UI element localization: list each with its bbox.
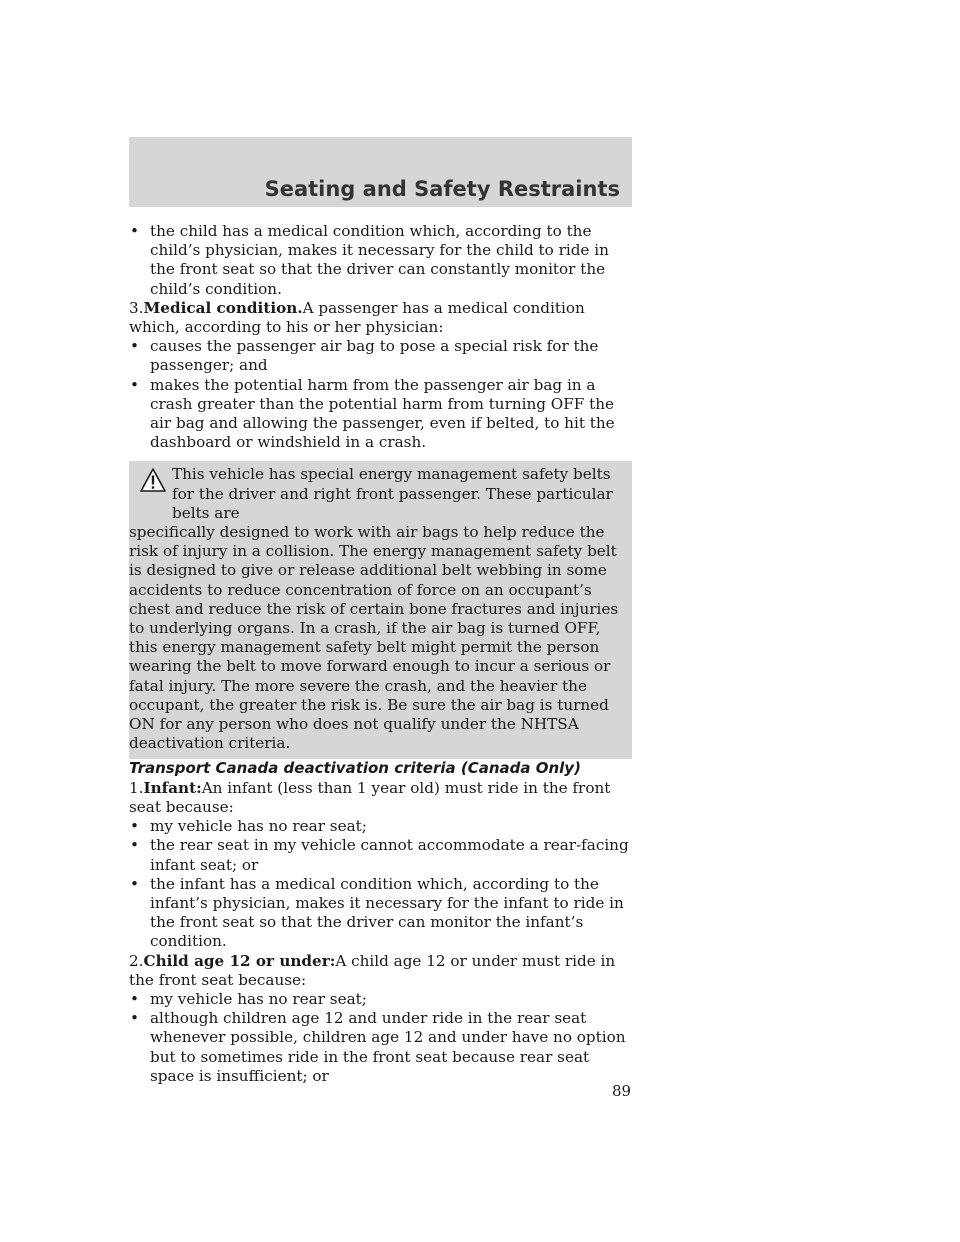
- list-item: • my vehicle has no rear seat;: [130, 817, 367, 836]
- page-content: [129, 222, 632, 1086]
- warning-text: specifically designed to work with air bags to help reduce the risk of injury in a collision. The energy management safety belt is designed to give or release additional belt webbing in some accidents to reduce concentration of force on an occupant’s chest and reduce the risk of certain bone fractures and injuries to underlying organs. In a crash, if the air bag is turned OFF, this energy management safety belt might permit the person wearing the belt to move forward enough to incur a serious or fatal injury. The more severe the crash, and the heavier the occupant, the greater the risk is. Be sure the air bag is turned ON for any person who does not qualify under the NHTSA deactivation criteria.: [129, 523, 619, 753]
- list-item: • makes the potential harm from the passenger air bag in a crash greater than the potential harm from turning OFF the air bag and allowing the passenger, even if belted, to hit the dashboard or windshield in a crash.: [130, 375, 615, 452]
- bullet-icon: •: [130, 817, 139, 836]
- list-item: • although children age 12 and under ride in the rear seat whenever possible, children age 12 and under have no option but to sometimes ride in the front seat because rear seat space is insufficient; or: [130, 1009, 626, 1085]
- header-band: [129, 137, 632, 207]
- section-heading: Transport Canada deactivation criteria (Canada Only): [129, 759, 581, 778]
- page-number: 89: [612, 1082, 632, 1100]
- warning-text-intro: This vehicle has special energy management safety belts for the driver and right front passenger. These particular belts are: [172, 465, 613, 522]
- bullet-icon: •: [130, 337, 139, 356]
- warning-triangle-icon: [139, 467, 167, 493]
- item-label: Medical condition.: [143, 298, 303, 317]
- list-item: • causes the passenger air bag to pose a special risk for the passenger; and: [130, 337, 599, 375]
- list-item: • the child has a medical condition which, according to the child’s physician, makes it necessary for the child to ride in the front seat so that the driver can constantly monitor the child’s condition.: [130, 222, 609, 298]
- bullet-icon: •: [130, 375, 139, 394]
- bullet-icon: •: [130, 989, 139, 1008]
- bullet-icon: •: [130, 836, 139, 855]
- section-title: Seating and Safety Restraints: [264, 177, 620, 201]
- numbered-item-3: 3.Medical condition.A passenger has a medical condition which, according to his or her physician:: [129, 298, 585, 337]
- numbered-item-1: 1.Infant:An infant (less than 1 year old) must ride in the front seat because:: [129, 778, 611, 816]
- bullet-icon: •: [130, 874, 139, 893]
- list-item: • my vehicle has no rear seat;: [130, 989, 367, 1008]
- item-label: Child age 12 or under:: [143, 951, 336, 970]
- item-label: Infant:: [143, 778, 202, 797]
- bullet-icon: •: [130, 222, 139, 240]
- warning-box: [129, 461, 632, 759]
- list-item: • the infant has a medical condition which, according to the infant’s physician, makes it necessary for the infant to ride in the front seat so that the driver can monitor the infant’s condition.: [130, 874, 624, 951]
- list-item: • the rear seat in my vehicle cannot accommodate a rear-facing infant seat; or: [130, 836, 629, 874]
- bullet-icon: •: [130, 1009, 139, 1028]
- numbered-item-2: 2.Child age 12 or under:A child age 12 or under must ride in the front seat because:: [129, 951, 616, 989]
